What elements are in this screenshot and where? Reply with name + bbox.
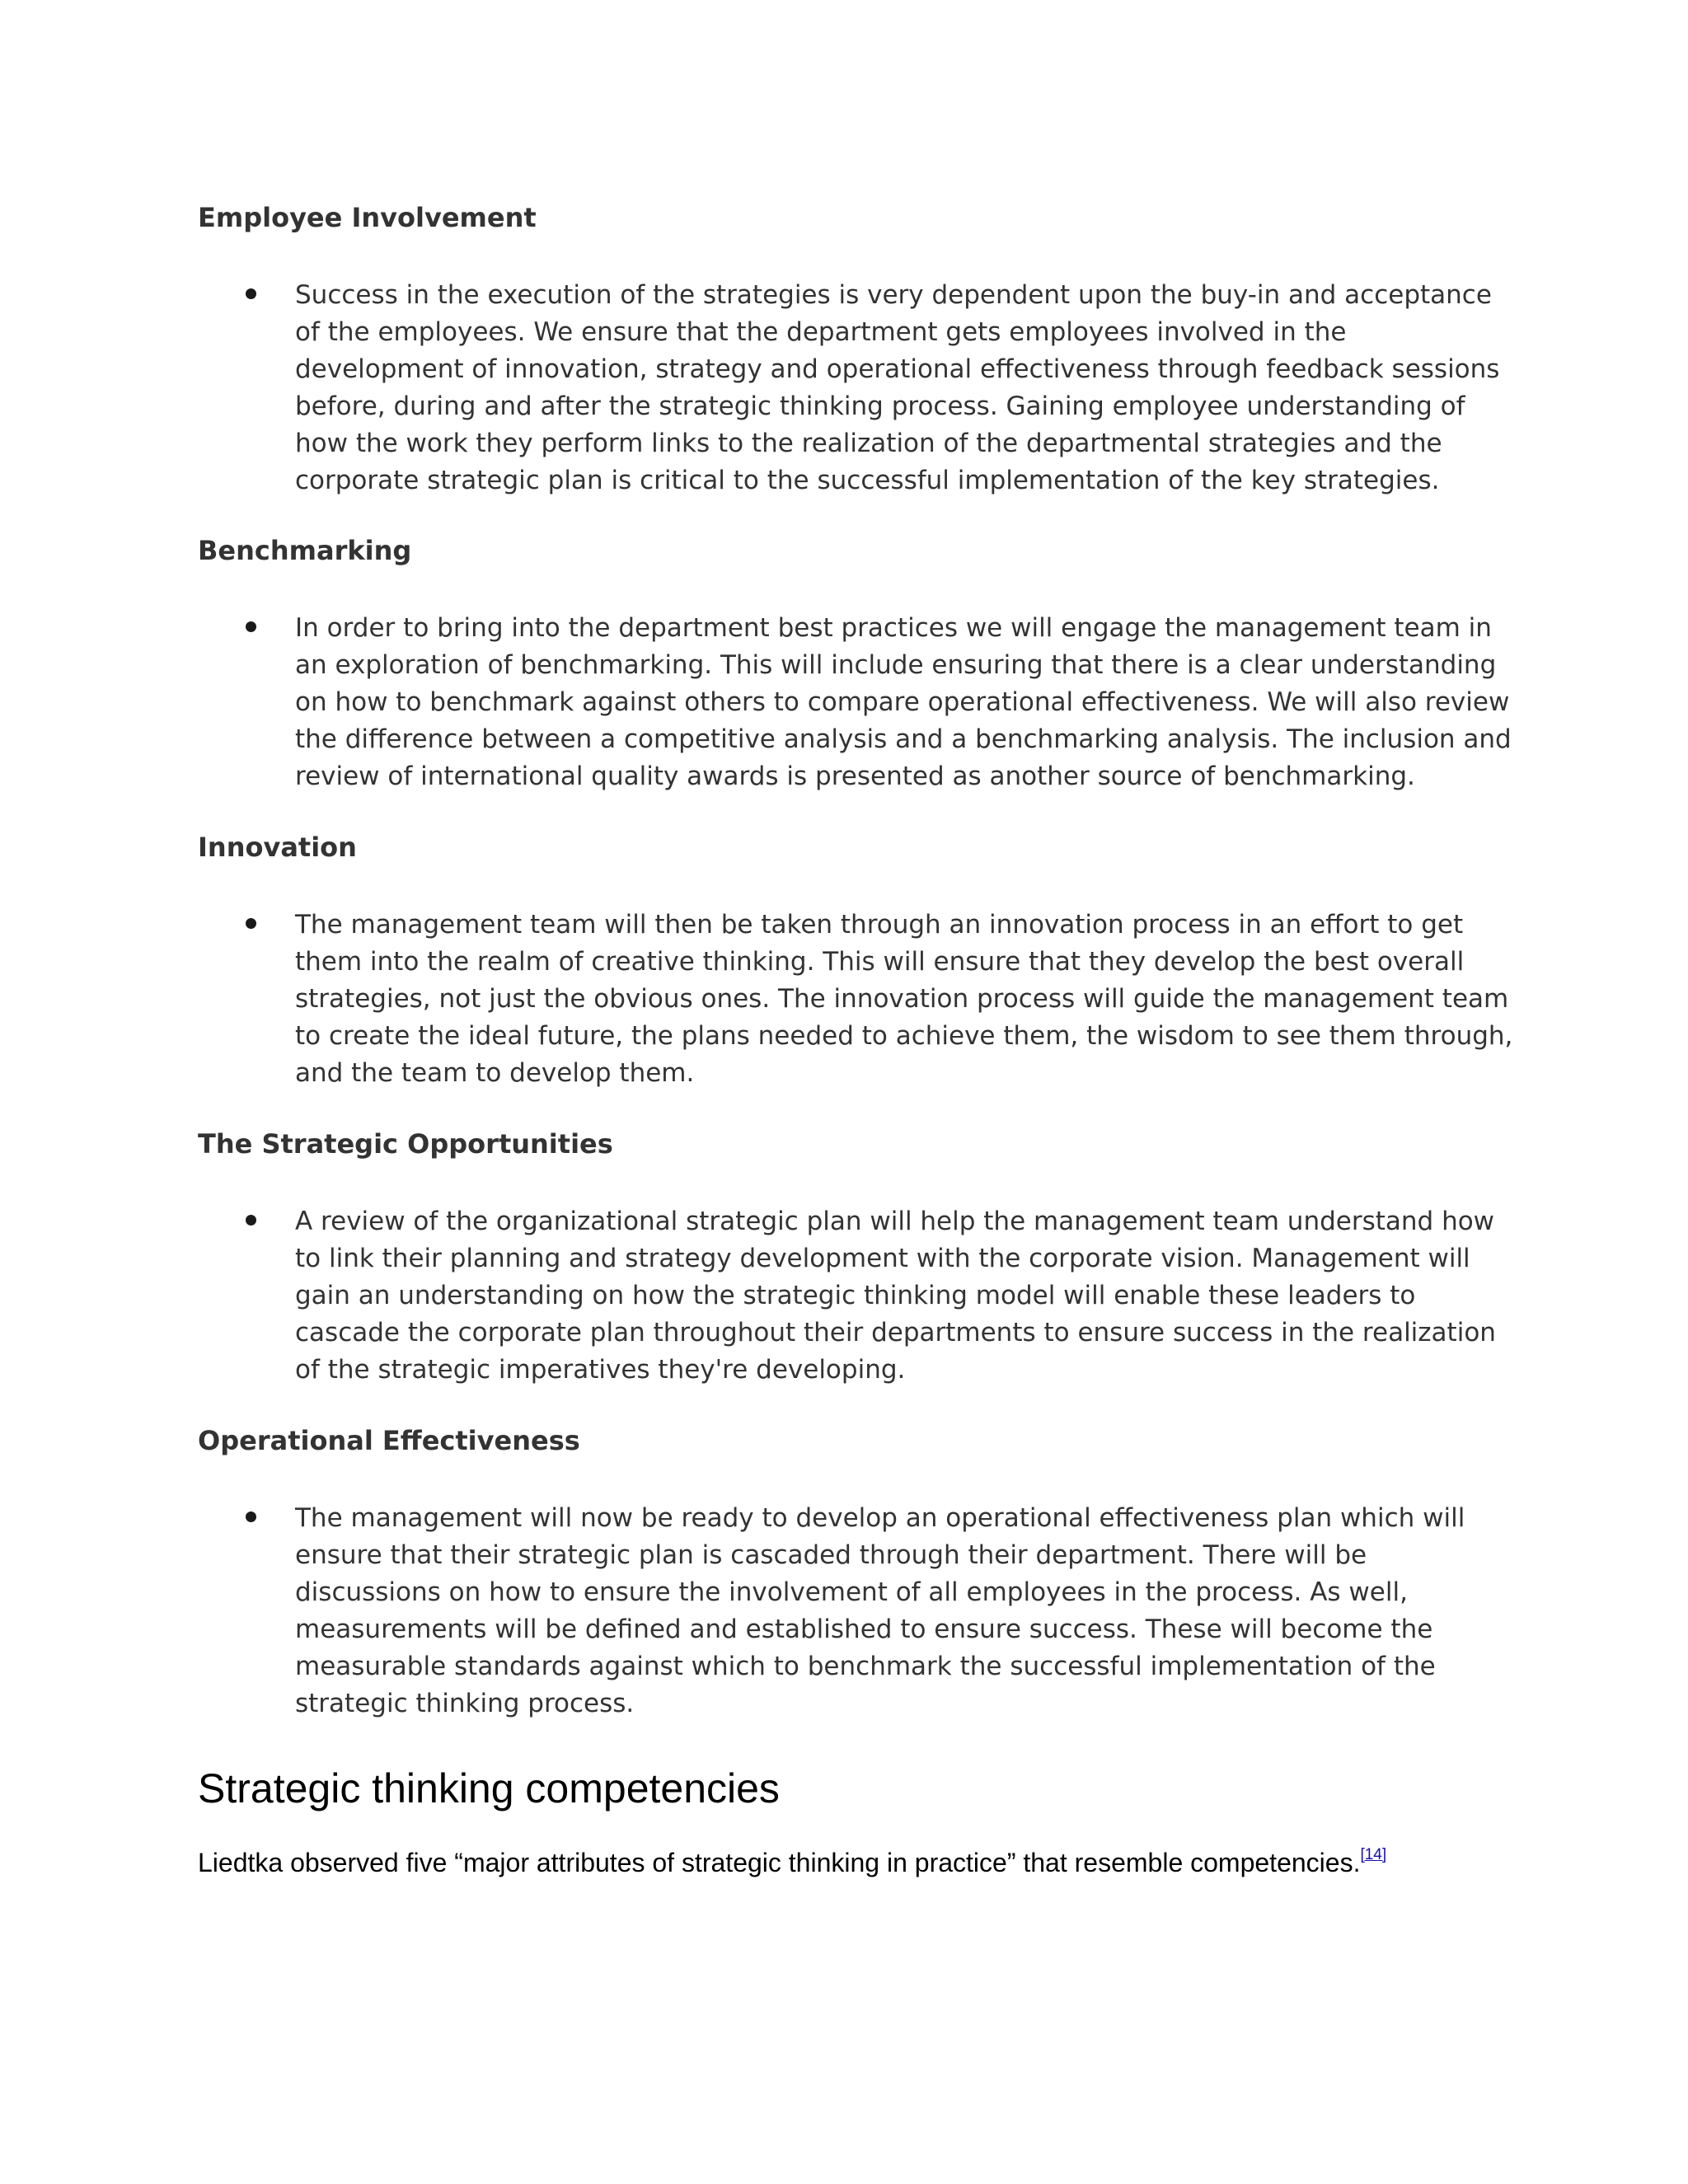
text-line: Success in the execution of the strategies is very dependent upon the buy-in and acceptance (295, 280, 1492, 310)
text-line: how the work they perform links to the realization of the departmental strategies and the (295, 429, 1442, 458)
text-line: before, during and after the strategic thinking process. Gaining employee understanding of (295, 391, 1465, 421)
text-line: gain an understanding on how the strategic thinking model will enable these leaders to (295, 1281, 1416, 1310)
bullet-paragraph (295, 277, 1680, 499)
section-heading-strategic-opportunities: The Strategic Opportunities (198, 1128, 613, 1160)
text-line: strategic thinking process. (295, 1689, 635, 1718)
competencies-paragraph (198, 1846, 1386, 1879)
bullet-paragraph (295, 907, 1680, 1092)
text-line: them into the realm of creative thinking. This will ensure that they develop the best overall (295, 947, 1465, 977)
section-heading-employee-involvement: Employee Involvement (198, 202, 537, 233)
text-line: discussions on how to ensure the involvement of all employees in the process. As well, (295, 1577, 1408, 1607)
bullet-icon (246, 288, 256, 299)
text-line: development of innovation, strategy and operational effectiveness through feedback sessions (295, 354, 1500, 384)
bullet-icon (246, 1511, 256, 1522)
text-line: A review of the organizational strategic plan will help the management team understand how (295, 1207, 1495, 1236)
text-line: on how to benchmark against others to compare operational effectiveness. We will also review (295, 687, 1510, 717)
heading-strategic-thinking-competencies: Strategic thinking competencies (198, 1765, 780, 1811)
competencies-text: Liedtka observed five “major attributes of strategic thinking in practice” that resemble competencies. (198, 1848, 1361, 1877)
section-heading-operational-effectiveness: Operational Effectiveness (198, 1425, 580, 1456)
text-line: In order to bring into the department best practices we will engage the management team in (295, 613, 1492, 643)
bullet-paragraph (295, 1203, 1680, 1389)
text-line: of the employees. We ensure that the department gets employees involved in the (295, 317, 1347, 347)
text-line: measurable standards against which to benchmark the successful implementation of the (295, 1652, 1436, 1681)
text-line: measurements will be defined and established to ensure success. These will become the (295, 1615, 1433, 1644)
text-line: the difference between a competitive analysis and a benchmarking analysis. The inclusion and (295, 724, 1512, 754)
text-line: an exploration of benchmarking. This will include ensuring that there is a clear understanding (295, 650, 1497, 680)
bullet-icon (246, 621, 256, 632)
bullet-icon (246, 1215, 256, 1226)
text-line: to create the ideal future, the plans needed to achieve them, the wisdom to see them through, (295, 1021, 1513, 1051)
text-line: to link their planning and strategy development with the corporate vision. Management will (295, 1244, 1470, 1273)
bullet-paragraph (295, 1500, 1680, 1722)
text-line: cascade the corporate plan throughout their departments to ensure success in the realization (295, 1318, 1496, 1347)
bullet-icon (246, 918, 256, 929)
text-line: The management team will then be taken through an innovation process in an effort to get (295, 910, 1464, 940)
text-line: strategies, not just the obvious ones. The innovation process will guide the management team (295, 984, 1509, 1014)
text-line: ensure that their strategic plan is cascaded through their department. There will be (295, 1540, 1367, 1570)
text-line: and the team to develop them. (295, 1058, 695, 1088)
text-line: corporate strategic plan is critical to the successful implementation of the key strategies. (295, 466, 1440, 495)
text-line: The management will now be ready to develop an operational effectiveness plan which will (295, 1503, 1465, 1533)
text-line: review of international quality awards is presented as another source of benchmarking. (295, 762, 1415, 791)
footnote-link[interactable]: [14] (1360, 1846, 1387, 1863)
text-line: of the strategic imperatives they're developing. (295, 1355, 906, 1385)
bullet-paragraph (295, 610, 1680, 795)
section-heading-benchmarking: Benchmarking (198, 535, 412, 566)
section-heading-innovation: Innovation (198, 832, 357, 863)
